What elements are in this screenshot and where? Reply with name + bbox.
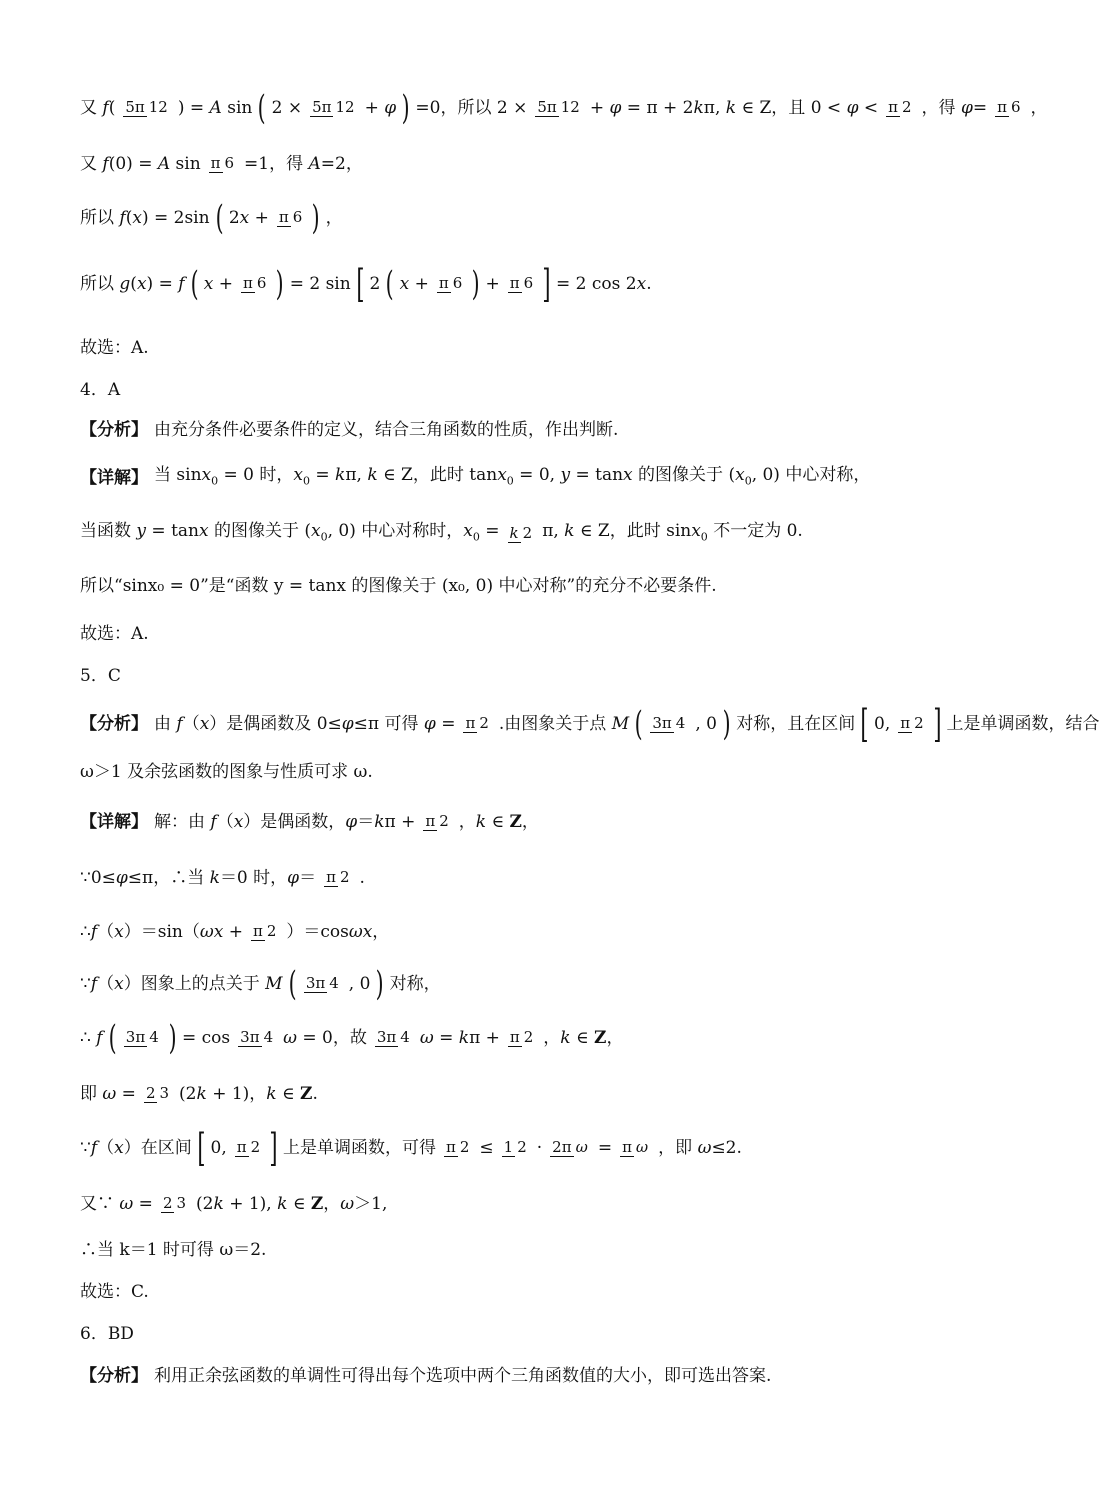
fraction: 5π 12 (537, 98, 580, 116)
question-heading (80, 1324, 1020, 1344)
fraction: π 2 (888, 98, 912, 116)
math-line: + φ (364, 98, 397, 118)
detail-line (80, 466, 1020, 490)
paren-close: ) (401, 88, 410, 128)
math-line: ∵f（x）在区间 (80, 1138, 192, 1158)
paren-open: ( (215, 198, 224, 238)
math-line: 当 sinx$_0$ = 0 时，$x_0 = k\pi$, k ∈ Z，此时 tanx$_0$ = 0, y = tanx 的图像关于 ($x_0$, 0) 中心对称， (154, 464, 871, 488)
paren-open: ( (634, 704, 643, 744)
question-heading (80, 380, 1020, 400)
math-line: =0，所以 2 × (415, 98, 528, 118)
math-line: 所以“sinx₀ = 0”是“函数 y = tanx 的图像关于 (x₀, 0) 中心对称”的充分不必要条件. (80, 576, 717, 596)
paren-open: ( (108, 1018, 117, 1058)
answer-text: 故选：A. (80, 624, 149, 644)
math-line: 2x + (228, 208, 269, 228)
math-line: ≤ (479, 1138, 494, 1158)
math-line-21 (80, 1126, 1020, 1170)
math-line: ) = A sin (177, 98, 253, 118)
fraction: π 6 (243, 274, 267, 292)
line-gx (80, 262, 1020, 306)
analysis-line (80, 1366, 1020, 1386)
math-line: x + (399, 274, 429, 294)
math-line: ω＞1 及余弦函数的图象与性质可求 ω. (80, 762, 373, 782)
bracket-close: ] (542, 262, 551, 306)
math-line-18 (80, 962, 1020, 1006)
math-line: π, k ∈ Z，此时 sinx$_0$ 不一定为 0. (542, 520, 803, 544)
math-line: ∴ f (80, 1028, 103, 1048)
fraction: 5π 12 (125, 98, 168, 116)
math-line: = 2 cos 2x. (556, 274, 652, 294)
math-line: + (485, 274, 500, 294)
math-line: = (597, 1138, 613, 1158)
line-answer (80, 1282, 1020, 1302)
fraction: π 2 (900, 714, 924, 732)
line-answer (80, 624, 1020, 644)
question-number: 5．C (80, 666, 121, 686)
math-line: ，得 φ= (921, 98, 988, 118)
fraction: π 2 (236, 1138, 261, 1156)
math-line-9 (80, 512, 1020, 556)
math-line: , 0 (348, 974, 371, 994)
math-line: 0, (210, 1138, 227, 1158)
analysis-line (80, 420, 1020, 440)
math-line-20 (80, 1072, 1020, 1116)
math-line: 即 ω = (80, 1084, 136, 1104)
fraction: 2 3 (145, 1084, 170, 1102)
math-line: 上是单调函数，可得 (283, 1138, 437, 1158)
math-line: ω = 0，故 (283, 1028, 367, 1048)
math-line: 又∵ ω = (80, 1194, 153, 1214)
math-line: ，即 ω≤2. (658, 1138, 742, 1158)
line-fx (80, 196, 1020, 240)
math-line: 上是单调函数，结合 (946, 714, 1100, 734)
math-line-14 (80, 762, 1020, 782)
fraction: π 6 (997, 98, 1021, 116)
math-line-22 (80, 1182, 1020, 1226)
math-line: 当函数 y = tanx 的图像关于 ($x_0$, 0) 中心对称时，$x_0$ = (80, 520, 500, 544)
paren-close: ) (311, 198, 320, 238)
math-line: 对称，且在区间 (736, 714, 856, 734)
math-line: ，k ∈ Z， (458, 812, 539, 832)
math-line: ， (325, 208, 343, 228)
math-line: 所以 f(x) = 2sin (80, 208, 210, 228)
math-line: ∴当 k＝1 时可得 ω＝2. (80, 1240, 267, 1260)
math-line: 2 (369, 274, 381, 294)
bracket-open: [ (860, 702, 869, 746)
detail-line (80, 800, 1020, 844)
math-line: =1，得 A=2， (244, 154, 363, 174)
math-line: 所以 g(x) = f (80, 274, 185, 294)
detail-label: 【详解】 (80, 468, 148, 488)
math-line: (2k + 1), k ∈ Z，ω＞1, (196, 1194, 388, 1214)
math-line: ∵0≤φ≤π，∴当 k＝0 时，φ＝ (80, 868, 317, 888)
math-line-10 (80, 576, 1020, 596)
fraction: 5π 12 (312, 98, 355, 116)
fraction: π 6 (210, 154, 235, 172)
math-line: 解：由 f（x）是偶函数，φ＝kπ + (154, 812, 416, 832)
paren-open: ( (257, 88, 266, 128)
math-line: 又 f(0) = A sin (80, 154, 201, 174)
line-f0 (80, 142, 1020, 186)
math-line-23 (80, 1240, 1020, 1260)
fraction: π 2 (326, 868, 350, 886)
paren-close: ) (376, 964, 385, 1004)
fraction: π 2 (446, 1138, 470, 1156)
math-line: (2k + 1)，k ∈ Z. (179, 1084, 318, 1104)
analysis-text: 由充分条件必要条件的定义，结合三角函数的性质，作出判断. (154, 420, 619, 440)
fraction: 3π 4 (240, 1028, 274, 1046)
math-line: ， (1030, 98, 1048, 118)
fraction: 3π 4 (652, 714, 686, 732)
math-line: .由图象关于点 M (498, 714, 630, 734)
math-line: 2 × (271, 98, 303, 118)
analysis-line (80, 702, 1100, 746)
math-line: + φ = π + 2kπ, k ∈ Z，且 0 < φ < (589, 98, 879, 118)
bracket-open: [ (197, 1126, 206, 1170)
line-f-5pi-12 (80, 86, 1048, 130)
fraction: π 6 (278, 208, 303, 226)
analysis-label: 【分析】 (80, 714, 148, 734)
paren-close: ) (471, 264, 480, 304)
math-line-16 (80, 856, 1020, 900)
fraction: π 2 (425, 812, 449, 830)
paren-open: ( (288, 964, 297, 1004)
detail-label: 【详解】 (80, 812, 148, 832)
paren-open: ( (385, 264, 394, 304)
paren-close: ) (722, 704, 731, 744)
math-line: ω = kπ + (419, 1028, 500, 1048)
math-line: ）＝cosωx， (286, 922, 390, 942)
paren-open: ( (190, 264, 199, 304)
analysis-text: 利用正余弦函数的单调性可得出每个选项中两个三角函数值的大小，即可选出答案. (154, 1366, 772, 1386)
paren-close: ) (276, 264, 285, 304)
question-number: 4．A (80, 380, 121, 400)
fraction: 1 2 (503, 1138, 527, 1156)
math-line: ，k ∈ Z， (543, 1028, 624, 1048)
line-answer (80, 338, 1020, 358)
paren-close: ) (168, 1018, 177, 1058)
question-number: 6．BD (80, 1324, 134, 1344)
bracket-close: ] (269, 1126, 278, 1170)
math-line: x + (203, 274, 234, 294)
math-line-17 (80, 910, 1020, 954)
fraction: 3π 4 (376, 1028, 410, 1046)
fraction: π 6 (509, 274, 534, 292)
fraction: π ω (622, 1138, 649, 1156)
math-line: ∵f（x）图象上的点关于 M (80, 974, 283, 994)
math-line: 0, (874, 714, 891, 734)
math-line: ∴f（x）＝sin（ωx + (80, 922, 243, 942)
answer-text: 故选：C. (80, 1282, 149, 1302)
fraction: π 2 (465, 714, 489, 732)
answer-text: 故选：A. (80, 338, 149, 358)
math-line: 由 f（x）是偶函数及 0≤φ≤π 可得 φ = (154, 714, 456, 734)
bracket-close: ] (933, 702, 942, 746)
fraction: 2π ω (552, 1138, 588, 1156)
math-line-19 (80, 1016, 1020, 1060)
question-heading (80, 666, 1020, 686)
math-line: 又 f( (80, 98, 116, 118)
math-line: 对称， (389, 974, 441, 994)
math-line: = 2 sin (289, 274, 351, 294)
fraction: π 6 (438, 274, 463, 292)
fraction: 3π 4 (125, 1028, 159, 1046)
math-line: . (359, 868, 365, 888)
fraction: 3π 4 (305, 974, 339, 992)
analysis-label: 【分析】 (80, 1366, 148, 1386)
fraction: k 2 (509, 524, 533, 542)
math-line: · (536, 1138, 543, 1158)
math-line: , 0 (695, 714, 717, 734)
bracket-open: [ (356, 262, 365, 306)
math-line: = cos (182, 1028, 231, 1048)
fraction: π 2 (509, 1028, 534, 1046)
fraction: π 2 (252, 922, 277, 940)
analysis-label: 【分析】 (80, 420, 148, 440)
fraction: 2 3 (162, 1194, 187, 1212)
